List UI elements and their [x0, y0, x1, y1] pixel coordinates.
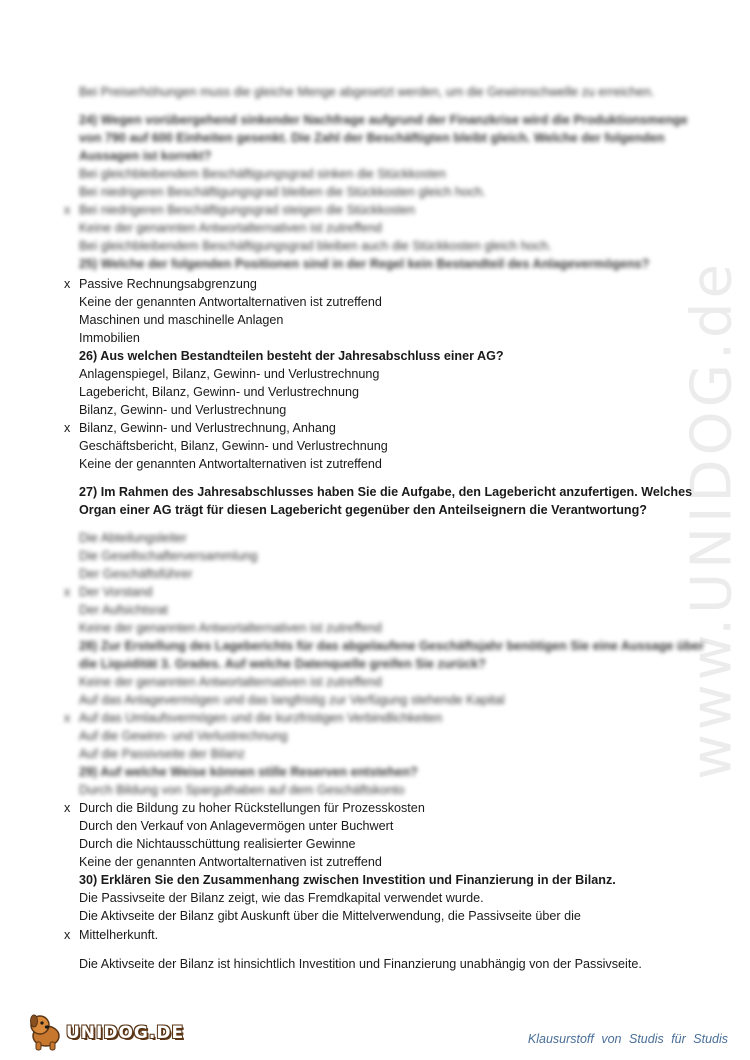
answer-option: Die Passivseite der Bilanz zeigt, wie das Fremdkapital verwendet wurde.	[79, 891, 484, 905]
blurred-answer: Bei gleichbleibendem Beschäftigungsgrad sinken die Stückkosten	[79, 167, 446, 181]
answer-option: Maschinen und maschinelle Anlagen	[79, 313, 284, 327]
question-27: 27) Im Rahmen des Jahresabschlusses haben Sie die Aufgabe, den Lagebericht anzufertigen. Welches	[79, 485, 693, 499]
blurred-question: Aussagen ist korrekt?	[79, 149, 212, 163]
blurred-answer: Auf die Passivseite der Bilanz	[79, 747, 245, 761]
blurred-answer: Auf das Umlaufsvermögen und die kurzfristigen Verbindlichkeiten	[79, 711, 443, 725]
blurred-answer: Keine der genannten Antwortalternativen ist zutreffend	[79, 621, 382, 635]
answer-option: Keine der genannten Antwortalternativen ist zutreffend	[79, 295, 382, 309]
blurred-answer: Bei niedrigeren Beschäftigungsgrad steigen die Stückkosten	[79, 203, 416, 217]
answer-option: Passive Rechnungsabgrenzung	[79, 277, 257, 291]
blurred-question: 25) Welche der folgenden Positionen sind in der Regel kein Bestandteil des Anlagevermögens?	[79, 257, 650, 271]
blurred-answer: Die Gesellschafterversammlung	[79, 549, 258, 563]
logo-text: UNIDOG.DE	[66, 1023, 185, 1043]
blurred-answer: Auf die Gewinn- und Verlustrechnung	[79, 729, 288, 743]
question-27: Organ einer AG trägt für diesen Lagebericht gegenüber den Anteilseignern die Verantwortung?	[79, 503, 647, 517]
answer-option: Keine der genannten Antwortalternativen ist zutreffend	[79, 457, 382, 471]
blurred-answer: Bei gleichbleibendem Beschäftigungsgrad bleiben auch die Stückkosten gleich hoch.	[79, 239, 552, 253]
question-30: 30) Erklären Sie den Zusammenhang zwischen Investition und Finanzierung in der Bilanz.	[79, 873, 616, 887]
blurred-question: von 790 auf 600 Einheiten gesenkt. Die Zahl der Beschäftigten bleibt gleich. Welche der folgenden	[79, 131, 665, 145]
answer-mark: x	[64, 585, 71, 599]
blurred-question: 29) Auf welche Weise können stille Reserven entstehen?	[79, 765, 418, 779]
blurred-text: Bei Preiserhöhungen muss die gleiche Menge abgesetzt werden, um die Gewinnschwelle zu erreichen.	[79, 85, 655, 99]
question-26: 26) Aus welchen Bestandteilen besteht der Jahresabschluss einer AG?	[79, 349, 504, 363]
answer-option: Keine der genannten Antwortalternativen ist zutreffend	[79, 855, 382, 869]
blurred-answer: Die Abteilungsleiter	[79, 531, 187, 545]
answer-option: Anlagenspiegel, Bilanz, Gewinn- und Verlustrechnung	[79, 367, 380, 381]
answer-option: Die Aktivseite der Bilanz gibt Auskunft über die Mittelverwendung, die Passivseite über die	[79, 909, 581, 923]
answer-option: Die Aktivseite der Bilanz ist hinsichtlich Investition und Finanzierung unabhängig von der Passivseite.	[79, 957, 642, 971]
answer-option: Mittelherkunft.	[79, 928, 159, 942]
answer-mark: x	[64, 801, 71, 815]
answer-option: Bilanz, Gewinn- und Verlustrechnung, Anhang	[79, 421, 336, 435]
answer-option: Geschäftsbericht, Bilanz, Gewinn- und Verlustrechnung	[79, 439, 388, 453]
blurred-question: 28) Zur Erstellung des Lageberichts für das abgelaufene Geschäftsjahr benötigen Sie eine Aussage über	[79, 639, 705, 653]
answer-mark: x	[64, 928, 71, 942]
dog-icon	[26, 1012, 70, 1052]
answer-option: Immobilien	[79, 331, 140, 345]
answer-mark: x	[64, 421, 71, 435]
answer-option: Bilanz, Gewinn- und Verlustrechnung	[79, 403, 287, 417]
blurred-answer: Durch Bildung von Sparguthaben auf dem Geschäftskonto	[79, 783, 405, 797]
answer-option: Durch die Bildung zu hoher Rückstellungen für Prozesskosten	[79, 801, 425, 815]
footer-tagline: Klausurstoff von Studis für Studis	[527, 1032, 728, 1046]
blurred-answer: Keine der genannten Antwortalternativen ist zutreffend	[79, 221, 382, 235]
blurred-answer: Der Vorstand	[79, 585, 153, 599]
answer-option: Durch den Verkauf von Anlagevermögen unter Buchwert	[79, 819, 394, 833]
answer-option: Lagebericht, Bilanz, Gewinn- und Verlustrechnung	[79, 385, 360, 399]
watermark: www.UNIDOG.de	[679, 260, 745, 780]
blurred-answer: Auf das Anlagevermögen und das langfristig zur Verfügung stehende Kapital	[79, 693, 505, 707]
answer-option: Durch die Nichtausschüttung realisierter Gewinne	[79, 837, 356, 851]
unidog-logo	[26, 1012, 185, 1052]
blurred-question: die Liquidität 3. Grades. Auf welche Datenquelle greifen Sie zurück?	[79, 657, 486, 671]
blurred-answer: Bei niedrigeren Beschäftigungsgrad bleiben die Stückkosten gleich hoch.	[79, 185, 486, 199]
blurred-answer: Der Aufsichtsrat	[79, 603, 168, 617]
blurred-answer: Der Geschäftsführer	[79, 567, 193, 581]
blurred-answer: Keine der genannten Antwortalternativen ist zutreffend	[79, 675, 382, 689]
blurred-question: 24) Wegen vorübergehend sinkender Nachfrage aufgrund der Finanzkrise wird die Produktionsmenge	[79, 113, 688, 127]
answer-mark: x	[64, 203, 71, 217]
answer-mark: x	[64, 711, 71, 725]
answer-mark: x	[64, 277, 71, 291]
